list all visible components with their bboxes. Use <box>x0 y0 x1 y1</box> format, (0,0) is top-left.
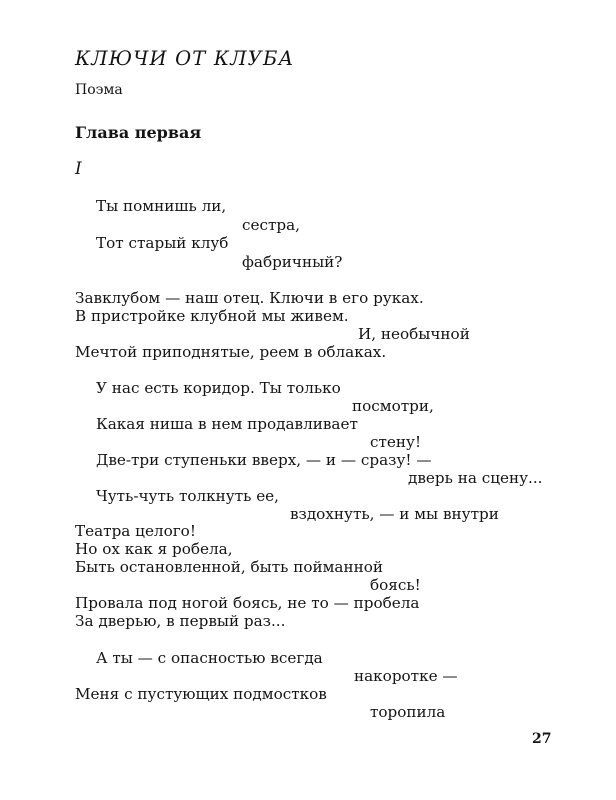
poem-line: торопила <box>370 703 446 721</box>
poem-line: За дверью, в первый раз... <box>75 612 286 630</box>
poem-line: дверь на сцену... <box>408 469 543 487</box>
poem-line: посмотри, <box>352 397 434 415</box>
page-title: КЛЮЧИ ОТ КЛУБА <box>75 47 295 70</box>
poem-line: Две-три ступеньки вверх, — и — сразу! — <box>96 451 432 469</box>
poem-line: Завклубом — наш отец. Ключи в его руках. <box>75 289 424 307</box>
poem-line: Ты помнишь ли, <box>96 197 227 215</box>
poem-line: боясь! <box>370 576 421 594</box>
poem-line: накоротке — <box>354 667 458 685</box>
poem-line: Меня с пустующих подмостков <box>75 685 327 703</box>
poem-line: А ты — с опасностью всегда <box>96 649 323 667</box>
poem-line: Но ох как я робела, <box>75 540 233 558</box>
poem-line: вздохнуть, — и мы внутри <box>290 505 499 523</box>
poem-line: В пристройке клубной мы живем. <box>75 307 349 325</box>
poem-line: Чуть-чуть толкнуть ее, <box>96 487 279 505</box>
poem-line: Театра целого! <box>75 522 196 540</box>
poem-line: стену! <box>370 433 422 451</box>
poem-line: Мечтой приподнятые, реем в облаках. <box>75 343 387 361</box>
poem-line: Провала под ногой боясь, не то — пробела <box>75 594 420 612</box>
poem-line: Какая ниша в нем продавливает <box>96 415 358 433</box>
chapter-heading: Глава первая <box>75 123 202 142</box>
page-number: 27 <box>532 731 552 747</box>
poem-line: сестра, <box>242 216 301 234</box>
poem-line: фабричный? <box>242 253 343 271</box>
poem-line: И, необычной <box>358 325 470 343</box>
poem-line: У нас есть коридор. Ты только <box>96 379 341 397</box>
poem-line: Быть остановленной, быть пойманной <box>75 558 383 576</box>
page-subtitle: Поэма <box>75 82 123 98</box>
section-number: I <box>75 159 82 179</box>
poem-line: Тот старый клуб <box>96 234 229 252</box>
